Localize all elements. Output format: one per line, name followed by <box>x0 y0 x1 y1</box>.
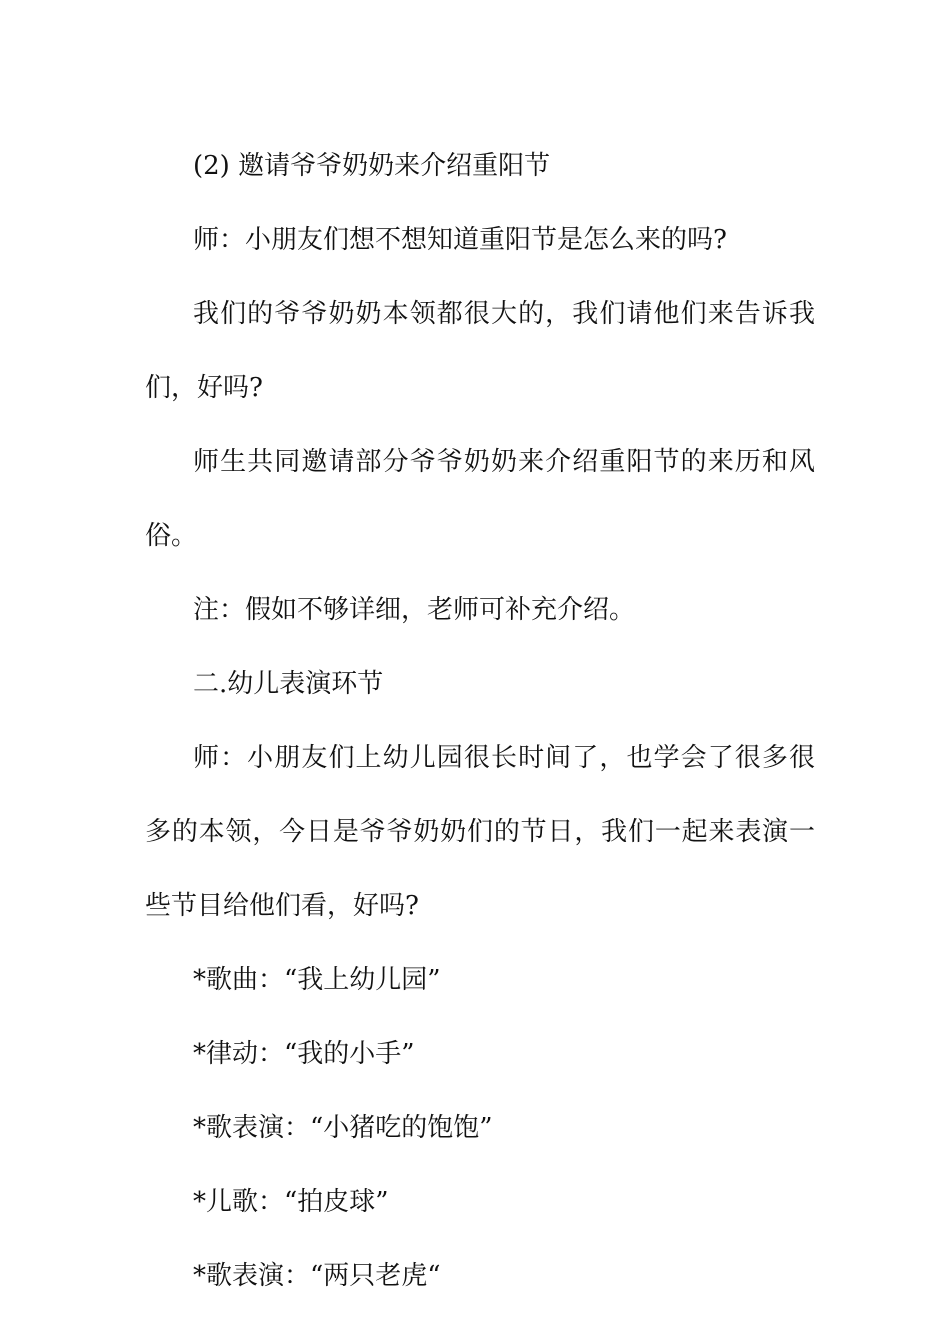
paragraph-teacher-question: 师：小朋友们想不想知道重阳节是怎么来的吗? <box>193 225 727 255</box>
list-item-rhythm: *律动：“我的小手” <box>193 1039 415 1069</box>
paragraph-performance-heading: 二.幼儿表演环节 <box>193 669 384 699</box>
list-item-song: *歌曲：“我上幼儿园” <box>193 965 441 995</box>
paragraph-teacher-performance-intro: 师：小朋友们上幼儿园很长时间了，也学会了很多很多的本领，今日是爷爷奶奶们的节日，我们一起来表演一些节目给他们看，好吗? <box>145 743 815 921</box>
document-body <box>145 129 815 1313</box>
list-item-song-performance-pig: *歌表演：“小猪吃的饱饱” <box>193 1113 493 1143</box>
paragraph-joint-invitation: 师生共同邀请部分爷爷奶奶来介绍重阳节的来历和风俗。 <box>145 447 815 551</box>
paragraph-section-heading: (2) 邀请爷爷奶奶来介绍重阳节 <box>193 151 551 181</box>
list-item-song-performance-tigers: *歌表演：“两只老虎“ <box>193 1261 441 1291</box>
paragraph-grandparents-invite: 我们的爷爷奶奶本领都很大的，我们请他们来告诉我们，好吗? <box>145 299 815 403</box>
paragraph-note: 注：假如不够详细，老师可补充介绍。 <box>193 595 636 625</box>
list-item-nursery-rhyme: *儿歌：“拍皮球” <box>193 1187 389 1217</box>
